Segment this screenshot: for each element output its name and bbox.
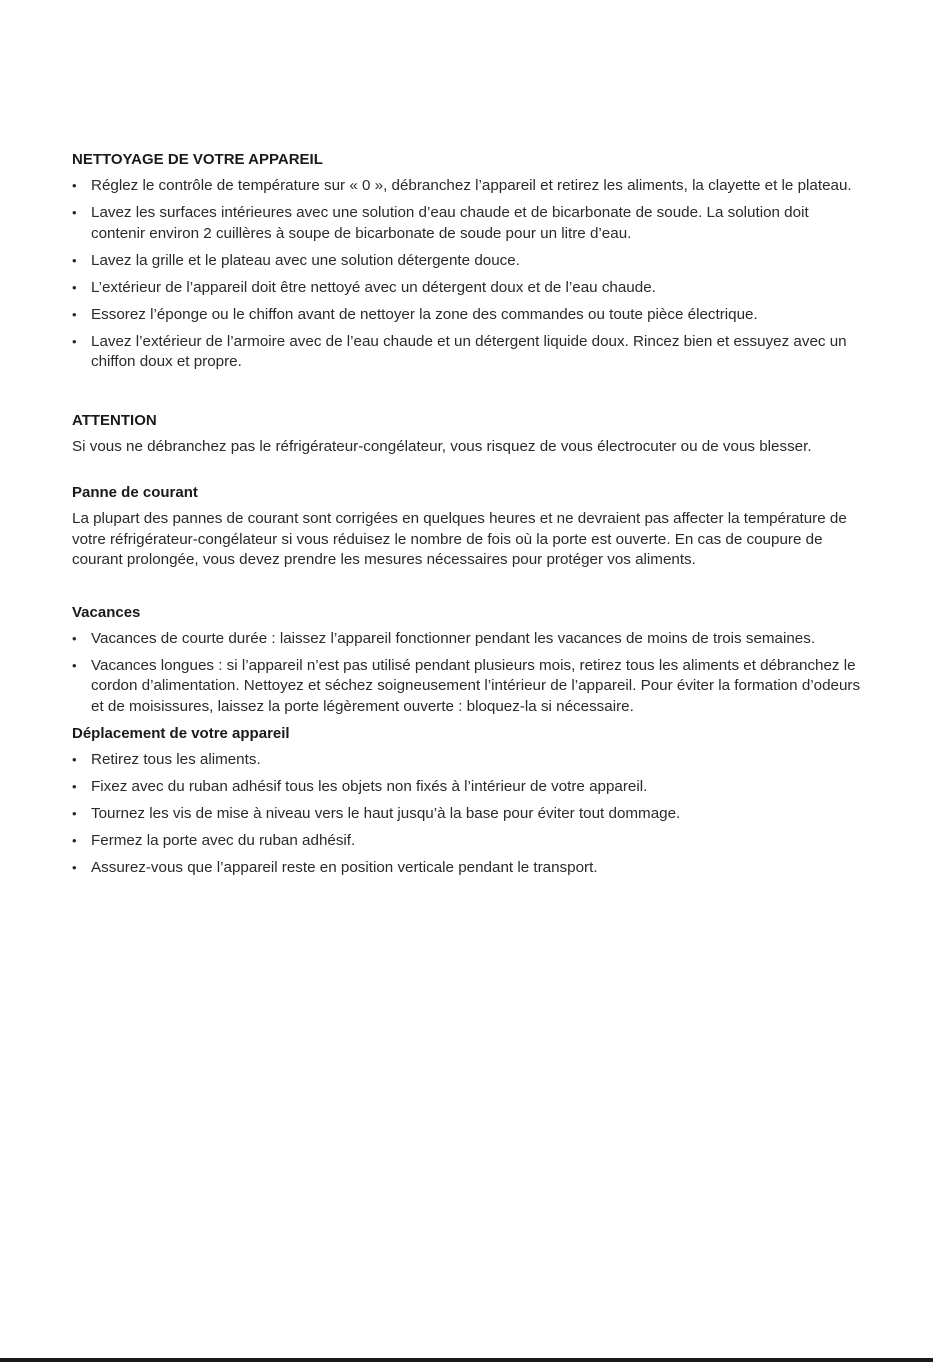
section-attention	[72, 411, 862, 458]
document-page	[72, 150, 862, 885]
list-item: • Lavez les surfaces intérieures avec une solution d’eau chaude et de bicarbonate de soude. La solution doit contenir environ 2 cuillères à soupe de bicarbonate de soude pour un litre d’eau.	[72, 203, 862, 244]
list-item: • Fermez la porte avec du ruban adhésif.	[72, 831, 862, 852]
list-item: • Vacances longues : si l’appareil n’est pas utilisé pendant plusieurs mois, retirez tous les aliments et débranchez le cordon d’alimentation. Nettoyez et séchez soigneusement l’intérieur de l’appareil. Pour éviter la formation d’odeurs et de moisissures, laissez la porte légèrement ouverte : bloquez-la si nécessaire.	[72, 656, 862, 718]
list-item: • Essorez l’éponge ou le chiffon avant de nettoyer la zone des commandes ou toute pièce électrique.	[72, 305, 862, 326]
section-vacances	[72, 603, 862, 718]
section-nettoyage	[72, 150, 862, 373]
section-heading: Panne de courant	[72, 484, 198, 501]
list-item: • Lavez la grille et le plateau avec une solution détergente douce.	[72, 251, 862, 272]
list-item: • Assurez-vous que l’appareil reste en position verticale pendant le transport.	[72, 858, 862, 879]
bullet-list	[72, 750, 862, 879]
section-deplacement	[72, 724, 862, 879]
bullet-list	[72, 629, 862, 718]
section-panne-de-courant	[72, 483, 862, 571]
list-item: • Réglez le contrôle de température sur « 0 », débranchez l’appareil et retirez les aliments, la clayette et le plateau.	[72, 176, 862, 197]
list-item: • Lavez l’extérieur de l’armoire avec de l’eau chaude et un détergent liquide doux. Rincez bien et essuyez avec un chiffon doux et propre.	[72, 332, 862, 373]
list-item: • Tournez les vis de mise à niveau vers le haut jusqu’à la base pour éviter tout dommage.	[72, 804, 862, 825]
paragraph: Si vous ne débranchez pas le réfrigérateur-congélateur, vous risquez de vous électrocuter ou de vous blesser.	[72, 437, 812, 455]
section-heading: Déplacement de votre appareil	[72, 724, 290, 742]
list-item: • Vacances de courte durée : laissez l’appareil fonctionner pendant les vacances de moins de trois semaines.	[72, 629, 862, 650]
section-heading: ATTENTION	[72, 411, 157, 429]
paragraph: La plupart des pannes de courant sont corrigées en quelques heures et ne devraient pas affecter la température de votre réfrigérateur-congélateur si vous réduisez le nombre de fois où la porte est ouverte. En cas de coupure de courant prolongée, vous devez prendre les mesures nécessaires pour protéger vos aliments.	[72, 510, 847, 568]
bullet-list	[72, 176, 862, 373]
list-item: • Fixez avec du ruban adhésif tous les objets non fixés à l’intérieur de votre appareil.	[72, 777, 862, 798]
section-heading: NETTOYAGE DE VOTRE APPAREIL	[72, 151, 323, 168]
section-heading: Vacances	[72, 603, 141, 621]
bottom-rule	[0, 1358, 933, 1362]
list-item: • Retirez tous les aliments.	[72, 750, 862, 771]
list-item: • L’extérieur de l’appareil doit être nettoyé avec un détergent doux et de l’eau chaude.	[72, 278, 862, 299]
